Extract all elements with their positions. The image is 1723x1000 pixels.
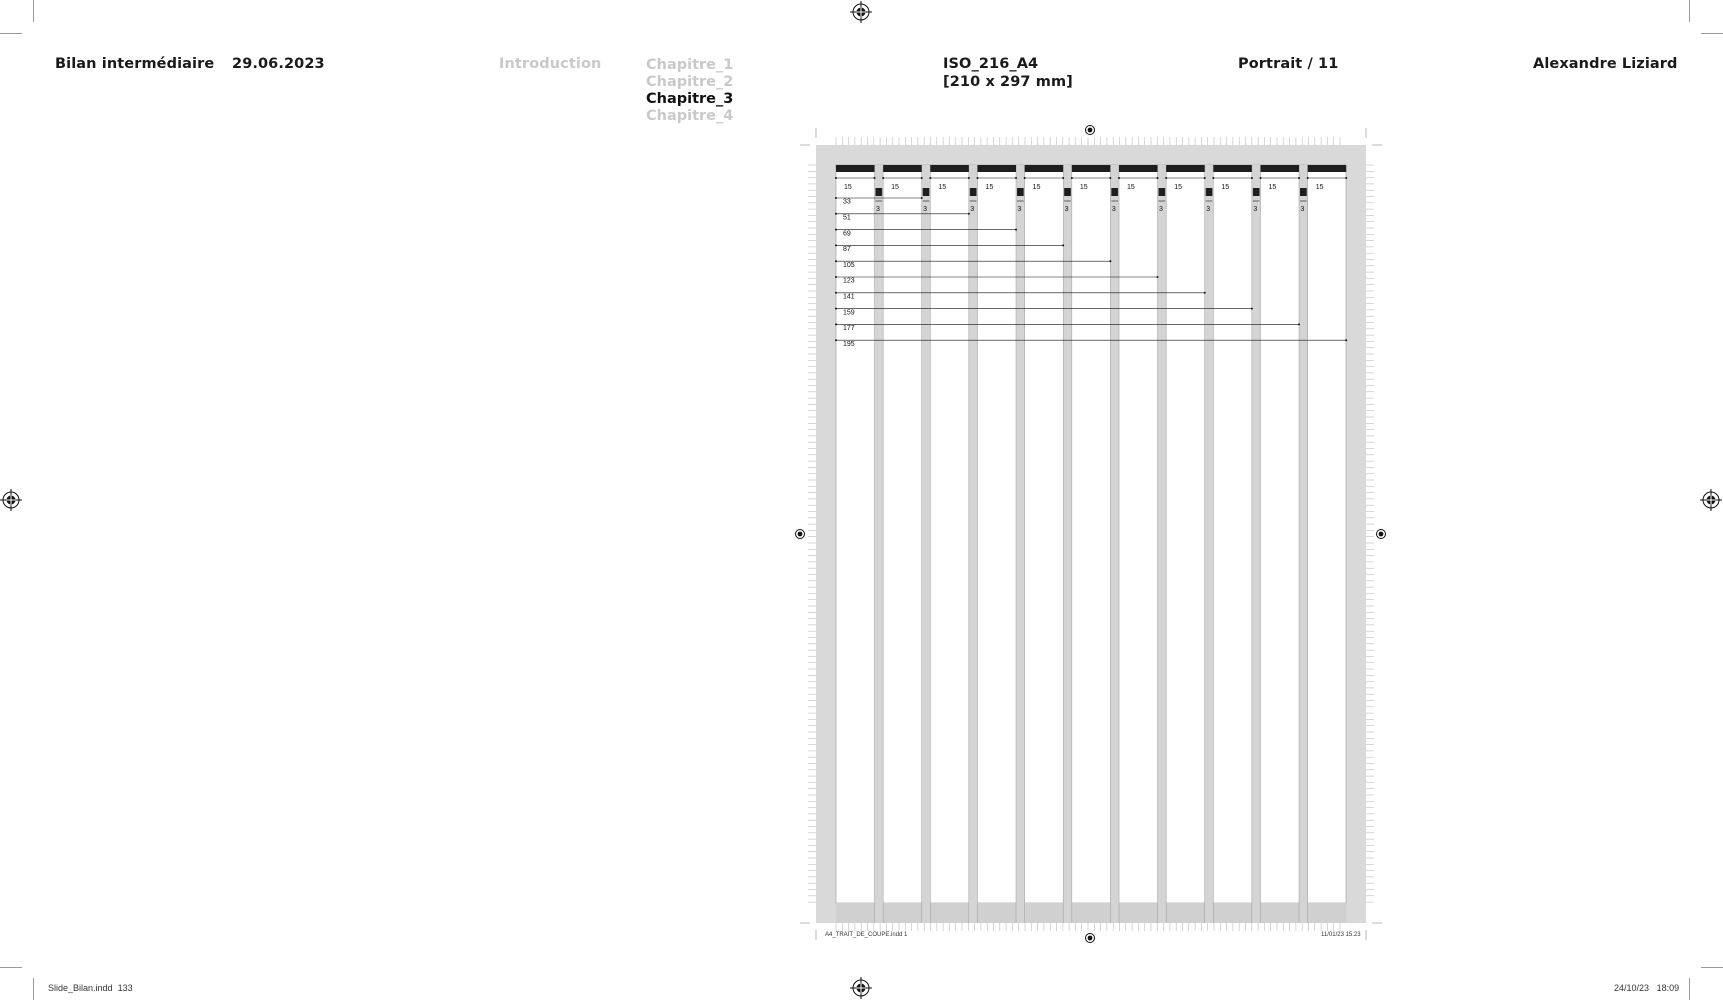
dimension-end (1345, 177, 1347, 179)
report-title: Bilan intermédiaire (55, 56, 215, 72)
gutter-band (1205, 165, 1214, 923)
dimension-end (1251, 308, 1253, 310)
gutter-marker (876, 188, 883, 196)
inner-registration-mark-icon (1086, 126, 1095, 135)
dimension-end (1345, 339, 1347, 341)
gutter-band (875, 165, 884, 923)
column-width-label: 15 (985, 184, 994, 191)
column-width-label: 15 (1268, 184, 1277, 191)
dimension-end (1204, 177, 1206, 179)
gutter-marker (1064, 188, 1071, 196)
page-trim-area (836, 165, 1346, 903)
column-width-label: 15 (1315, 184, 1324, 191)
column-bar (883, 165, 922, 172)
nav-introduction[interactable]: Introduction (499, 56, 602, 72)
column-width-label: 15 (938, 184, 947, 191)
column-bar (1213, 165, 1252, 172)
author-name: Alexandre Liziard (1533, 56, 1678, 72)
nav-chapitre-3[interactable]: Chapitre_3 (646, 91, 734, 107)
gutter-band (1110, 165, 1119, 923)
dimension-end (1157, 276, 1159, 278)
column-bar (1261, 165, 1300, 172)
column-bar (1166, 165, 1205, 172)
span-width-label: 123 (843, 277, 855, 285)
column-bar (1072, 165, 1111, 172)
column-width-label: 15 (844, 184, 852, 191)
column-bar (978, 165, 1017, 172)
dimension-end (1118, 177, 1120, 179)
gutter-width-label: 3 (923, 206, 928, 213)
gutter-band (1158, 165, 1167, 923)
dimension-end (882, 177, 884, 179)
dimension-end (835, 292, 837, 294)
dimension-end (1298, 323, 1300, 325)
dimension-end (1015, 229, 1017, 231)
footer-file (48, 983, 133, 993)
format-dimensions: [210 x 297 mm] (943, 74, 1073, 90)
gutter-marker (1206, 188, 1213, 196)
dimension-end (835, 229, 837, 231)
gutter-band (1252, 165, 1261, 923)
column-bar (1119, 165, 1158, 172)
dimension-end (1204, 292, 1206, 294)
gutter-width-label: 3 (1206, 206, 1211, 213)
report-date: 29.06.2023 (232, 56, 325, 72)
nav-chapitre-4[interactable]: Chapitre_4 (646, 108, 734, 124)
column-width-label: 15 (1221, 184, 1230, 191)
span-width-label: 141 (843, 293, 855, 301)
gutter-band (1299, 165, 1308, 923)
gutter-band (922, 165, 931, 923)
span-width-label: 159 (843, 309, 855, 317)
dimension-end (1251, 177, 1253, 179)
span-width-label: 69 (843, 230, 851, 238)
footer-date: 24/10/23 (1614, 983, 1650, 993)
dimension-end (835, 323, 837, 325)
span-width-label: 195 (843, 340, 855, 348)
gutter-width-label: 3 (1064, 206, 1069, 213)
gutter-width-label: 3 (1017, 206, 1022, 213)
orientation-columns: Portrait / 11 (1238, 56, 1339, 72)
column-bar (930, 165, 969, 172)
footer-timestamp (1614, 983, 1679, 993)
gutter-width-label: 3 (970, 206, 975, 213)
dimension-end (921, 197, 923, 199)
gutter-marker (1017, 188, 1024, 196)
gutter-marker (1253, 188, 1260, 196)
dimension-end (1062, 244, 1064, 246)
dimension-end (929, 177, 931, 179)
column-width-label: 15 (891, 184, 899, 191)
inner-slug-left: A4_TRAIT_DE_COUPE.indd 1 (825, 932, 908, 938)
footer-page: 133 (117, 983, 133, 993)
inner-registration-mark-icon (796, 530, 805, 539)
dimension-end (835, 213, 837, 215)
span-width-label: 33 (843, 198, 851, 206)
dimension-end (1024, 177, 1026, 179)
column-width-label: 15 (1079, 184, 1088, 191)
gutter-marker (1159, 188, 1166, 196)
dimension-end (1015, 177, 1017, 179)
dimension-end (1071, 177, 1073, 179)
dimension-end (835, 339, 837, 341)
gutter-marker (923, 188, 930, 196)
dimension-end (968, 213, 970, 215)
gutter-band (1063, 165, 1072, 923)
footer-filename: Slide_Bilan.indd (48, 983, 113, 993)
dimension-end (1165, 177, 1167, 179)
nav-chapitre-1[interactable]: Chapitre_1 (646, 57, 734, 73)
dimension-end (1298, 177, 1300, 179)
gutter-width-label: 3 (1159, 206, 1163, 213)
bottom-margin-band (836, 903, 1346, 923)
dimension-end (835, 276, 837, 278)
dimension-end (835, 177, 837, 179)
span-width-label: 51 (843, 214, 851, 222)
inner-registration-mark-icon (1086, 934, 1095, 943)
gutter-band (969, 165, 978, 923)
column-width-label: 15 (1174, 184, 1182, 191)
nav-chapitre-2[interactable]: Chapitre_2 (646, 74, 734, 90)
footer-time: 18:09 (1656, 983, 1680, 993)
format-name: ISO_216_A4 (943, 56, 1039, 72)
dimension-end (874, 177, 876, 179)
gutter-width-label: 3 (876, 206, 880, 213)
column-width-label: 15 (1127, 184, 1135, 191)
dimension-end (835, 260, 837, 262)
span-width-label: 177 (843, 325, 855, 333)
dimension-end (1260, 177, 1262, 179)
dimension-end (835, 197, 837, 199)
span-width-label: 87 (843, 246, 851, 254)
gutter-marker (1111, 188, 1118, 196)
gutter-width-label: 3 (1300, 206, 1305, 213)
dimension-end (977, 177, 979, 179)
gutter-marker (970, 188, 977, 196)
dimension-end (1062, 177, 1064, 179)
inner-slug-right: 11/01/23 15:23 (1321, 932, 1361, 938)
dimension-end (1109, 177, 1111, 179)
dimension-end (968, 177, 970, 179)
column-bar (1025, 165, 1064, 172)
gutter-width-label: 3 (1111, 206, 1116, 213)
gutter-band (1016, 165, 1025, 923)
span-width-label: 105 (843, 261, 855, 269)
inner-registration-mark-icon (1377, 530, 1386, 539)
dimension-end (1157, 177, 1159, 179)
gutter-width-label: 3 (1253, 206, 1258, 213)
dimension-end (921, 177, 923, 179)
column-bar (836, 165, 875, 172)
dimension-end (1212, 177, 1214, 179)
dimension-end (1307, 177, 1309, 179)
dimension-end (1109, 260, 1111, 262)
dimension-end (835, 308, 837, 310)
dimension-end (835, 244, 837, 246)
gutter-marker (1300, 188, 1307, 196)
column-bar (1308, 165, 1347, 172)
column-width-label: 15 (1032, 184, 1041, 191)
